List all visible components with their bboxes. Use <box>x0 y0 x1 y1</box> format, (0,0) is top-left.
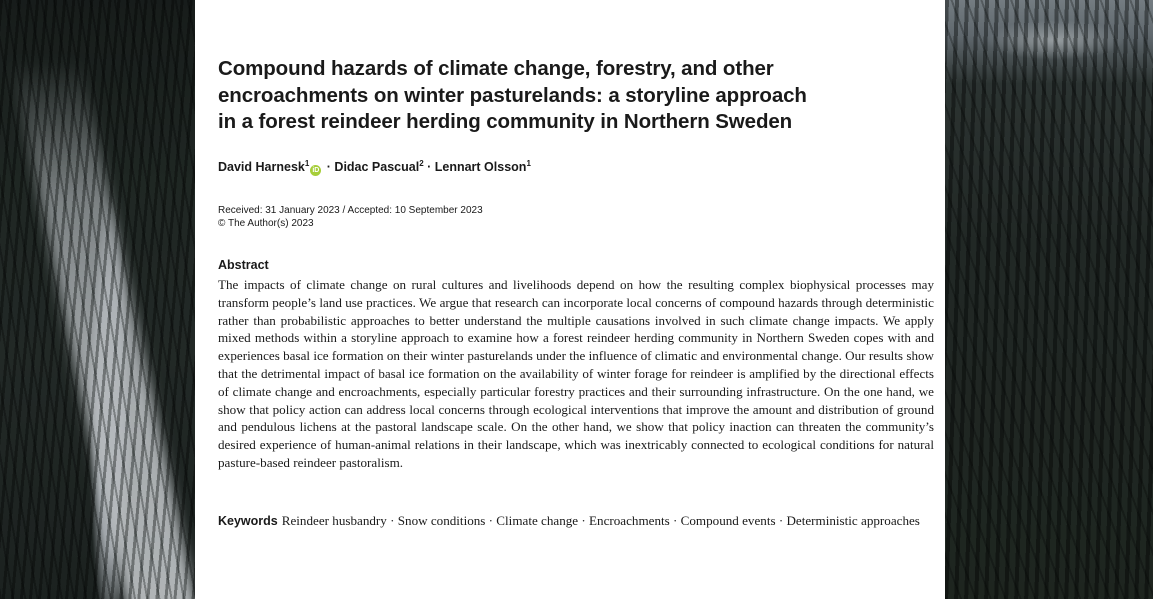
author-name: Lennart Olsson <box>434 160 527 174</box>
background-photo-right <box>945 0 1153 599</box>
forest-texture <box>945 0 1153 599</box>
author-name: David Harnesk <box>218 160 305 174</box>
author-list <box>218 159 531 176</box>
keywords-list: Reindeer husbandry · Snow conditions · Climate change · Encroachments · Compound events · Deterministic approaches <box>281 513 920 528</box>
author-affiliation: 1 <box>304 159 310 168</box>
abstract-text: The impacts of climate change on rural cultures and livelihoods depend on how the resulting complex biophysical processes may transform people’s land use practices. We argue that research can incorporate local concerns of compound hazards through deterministic rather than probabilistic approaches to better understand the multiple causations involved in such climate change impacts. We apply mixed methods within a storyline approach to examine how a forest reindeer herding community in Northern Sweden copes with and experiences basal ice formation on their winter pasturelands under the influence of climatic and environmental change. Our results show that the detrimental impact of basal ice formation on the availability of winter forage for reindeer is amplified by the directional effects of climate change and encroachments, especially particular forestry practices and their surrounding infrastructure. On the one hand, we show that policy action can address local concerns through ecological interventions that improve the amount and distribution of ground and pendulous lichens at the pastoral landscape scale. On the other hand, we show that policy inaction can threaten the community’s desired experience of human-animal relations in their landscape, which was inextricably connected to ecological conditions for natural pasture-based reindeer pastoralism. <box>218 277 934 470</box>
keywords-label: Keywords <box>218 514 278 528</box>
received-accepted: Received: 31 January 2023 / Accepted: 10 September 2023 <box>218 205 483 216</box>
paper-page <box>195 0 945 599</box>
author-name: Didac Pascual <box>334 160 420 174</box>
keywords <box>218 512 934 531</box>
author-separator: · <box>423 160 435 174</box>
author-separator: · <box>323 160 335 174</box>
author-affiliation: 2 <box>419 159 424 168</box>
abstract-heading: Abstract <box>218 258 269 272</box>
paper-title: Compound hazards of climate change, forestry, and other encroachments on winter pasturelands: a storyline approach in a forest reindeer herding community in Northern Sweden <box>218 57 807 133</box>
background-photo-left <box>0 0 195 599</box>
copyright-notice: © The Author(s) 2023 <box>218 218 314 229</box>
orcid-icon[interactable]: iD <box>312 167 320 174</box>
author-affiliation: 1 <box>526 159 531 168</box>
publication-dates <box>218 204 483 230</box>
forest-texture <box>0 0 195 599</box>
